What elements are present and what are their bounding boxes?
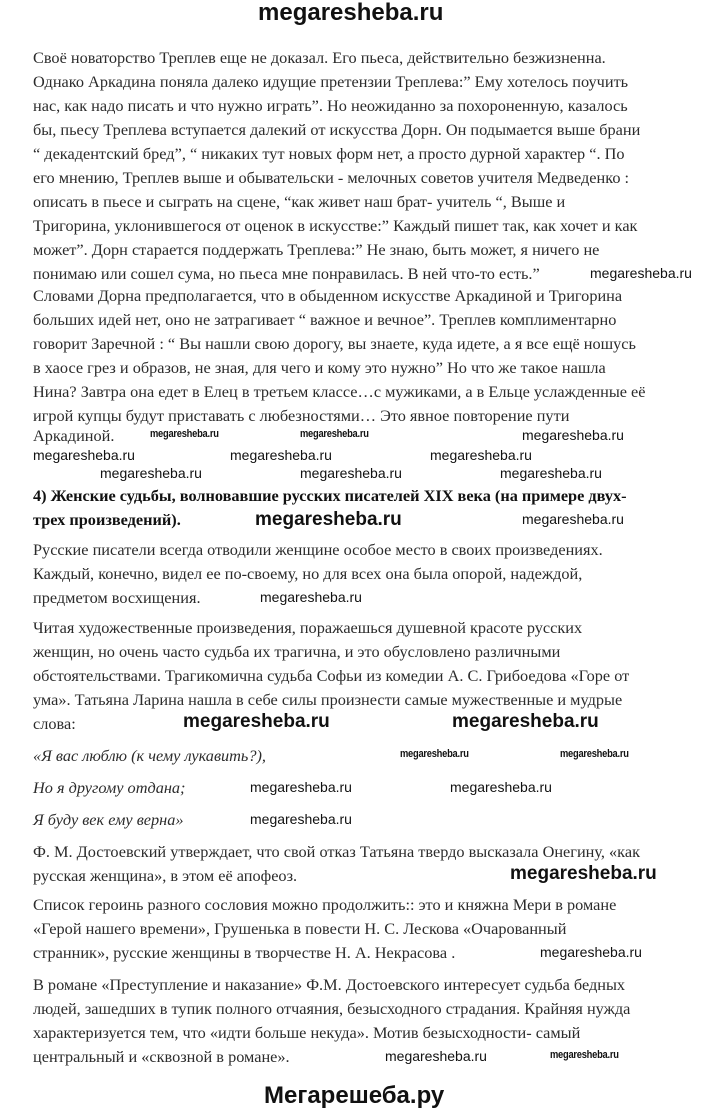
text-line: игрой купцы будут приставать с любезностями… Это явное повторение пути <box>33 406 570 425</box>
text-line: женщин, но очень часто судьба их трагична, и это обусловлено различными <box>33 642 561 661</box>
watermark: megaresheba.ru <box>255 509 402 530</box>
watermark: megaresheba.ru <box>150 428 219 440</box>
text-line: ума». Татьяна Ларина нашла в себе силы произнести самые мужественные и мудрые <box>33 690 623 709</box>
text-line: обстоятельствами. Трагикомична судьба Софьи из комедии А. С. Грибоедова «Горе от <box>33 666 630 685</box>
watermark: megaresheba.ru <box>230 447 332 463</box>
watermark: megaresheba.ru <box>300 465 402 481</box>
text-line: характеризуется тем, что «идти больше некуда». Мотив безысходности- самый <box>33 1023 581 1042</box>
text-line: его мнению, Треплев выше и обывательски - мелочных советов учителя Медведенко : <box>33 168 630 187</box>
text-line: Русские писатели всегда отводили женщине особое место в своих произведениях. <box>33 540 603 559</box>
text-line: «Я вас люблю (к чему лукавить?), <box>33 746 266 765</box>
text-line: нас, как надо писать и что нужно играть”. Но неожиданно за похороненную, казалось <box>33 96 628 115</box>
watermark: megaresheba.ru <box>100 465 202 481</box>
watermark: megaresheba.ru <box>300 428 369 440</box>
watermark: megaresheba.ru <box>183 711 330 732</box>
text-line: описать в пьесе и сыграть на сцене, “как живет наш брат- учитель “, Выше и <box>33 192 566 211</box>
text-line: В романе «Преступление и наказание» Ф.М. Достоевского интересует судьба бедных <box>33 975 626 994</box>
watermark: megaresheba.ru <box>450 779 552 795</box>
watermark: megaresheba.ru <box>452 711 599 732</box>
watermark: megaresheba.ru <box>250 779 352 795</box>
section-heading-line: трех произведений). <box>33 510 181 529</box>
watermark: megaresheba.ru <box>550 1049 619 1061</box>
watermark: megaresheba.ru <box>33 447 135 463</box>
text-line: больших идей нет, оно не затрагивает “ важное и вечное”. Треплев комплиментарно <box>33 310 617 329</box>
watermark: megaresheba.ru <box>510 863 657 884</box>
text-line: Своё новаторство Треплев еще не доказал. Его пьеса, действительно безжизненна. <box>33 48 606 67</box>
text-line: Нина? Завтра она едет в Елец в третьем классе…с мужиками, а в Ельце услажденные её <box>33 382 646 401</box>
text-line: Однако Аркадина поняла далеко идущие претензии Треплева:” Ему хотелось поучить <box>33 72 629 91</box>
text-line: говорит Заречной : “ Вы нашли свою дорогу, вы знаете, куда идете, а я все ещё ношусь <box>33 334 636 353</box>
text-line: может”. Дорн старается поддержать Треплева:” Не знаю, быть может, я ничего не <box>33 240 600 259</box>
watermark: megaresheba.ru <box>260 589 362 605</box>
text-line: Тригорина, уклонившегося от оценок в искусстве:” Каждый пишет так, как хочет и как <box>33 216 638 235</box>
text-line: Ф. М. Достоевский утверждает, что свой отказ Татьяна твердо высказала Онегину, «как <box>33 842 640 861</box>
text-line: Словами Дорна предполагается, что в обыденном искусстве Аркадиной и Тригорина <box>33 286 623 305</box>
footer-watermark: Мегарешеба.ру <box>264 1082 445 1109</box>
text-line: в хаосе грез и образов, не зная, для чего и кому это нужно” Но что же такое нашла <box>33 358 606 377</box>
watermark: megaresheba.ru <box>400 748 469 760</box>
watermark: megaresheba.ru <box>522 427 624 443</box>
text-line: понимаю или сошел сума, но пьеса мне понравилась. В ней что-то есть.” <box>33 264 540 283</box>
watermark: megaresheba.ru <box>560 748 629 760</box>
watermark: megaresheba.ru <box>522 511 624 527</box>
watermark: megaresheba.ru <box>500 465 602 481</box>
text-line: людей, зашедших в тупик полного отчаяния, безысходного страдания. Крайняя нужда <box>33 999 631 1018</box>
watermark: megaresheba.ru <box>540 944 642 960</box>
text-line: русская женщина», в этом её апофеоз. <box>33 866 298 885</box>
text-line: Читая художественные произведения, поражаешься душевной красоте русских <box>33 618 583 637</box>
text-line: слова: <box>33 714 76 733</box>
text-line: Я буду век ему верна» <box>33 810 184 829</box>
header-watermark: megaresheba.ru <box>258 0 444 26</box>
text-line: центральный и «сквозной в романе». <box>33 1047 290 1066</box>
watermark: megaresheba.ru <box>385 1048 487 1064</box>
text-line: странник», русские женщины в творчестве Н. А. Некрасова . <box>33 943 456 962</box>
section-heading-line: 4) Женские судьбы, волновавшие русских писателей XIX века (на примере двух- <box>33 486 627 505</box>
watermark: megaresheba.ru <box>590 265 692 281</box>
watermark: megaresheba.ru <box>250 811 352 827</box>
text-line: Каждый, конечно, видел ее по-своему, но для всех она была опорой, надеждой, <box>33 564 583 583</box>
text-line: “ декадентский бред”, “ никаких тут новых форм нет, а просто дурной характер “. По <box>33 144 625 163</box>
text-line: «Герой нашего времени», Грушенька в повести Н. С. Лескова «Очарованный <box>33 919 567 938</box>
text-line: Аркадиной. <box>33 426 115 445</box>
text-line: предметом восхищения. <box>33 588 201 607</box>
text-line: Но я другому отдана; <box>33 778 186 797</box>
text-line: Список героинь разного сословия можно продолжить:: это и княжна Мери в романе <box>33 895 617 914</box>
watermark: megaresheba.ru <box>430 447 532 463</box>
text-line: бы, пьесу Треплева вступается далекий от искусства Дорн. Он подымается выше брани <box>33 120 641 139</box>
